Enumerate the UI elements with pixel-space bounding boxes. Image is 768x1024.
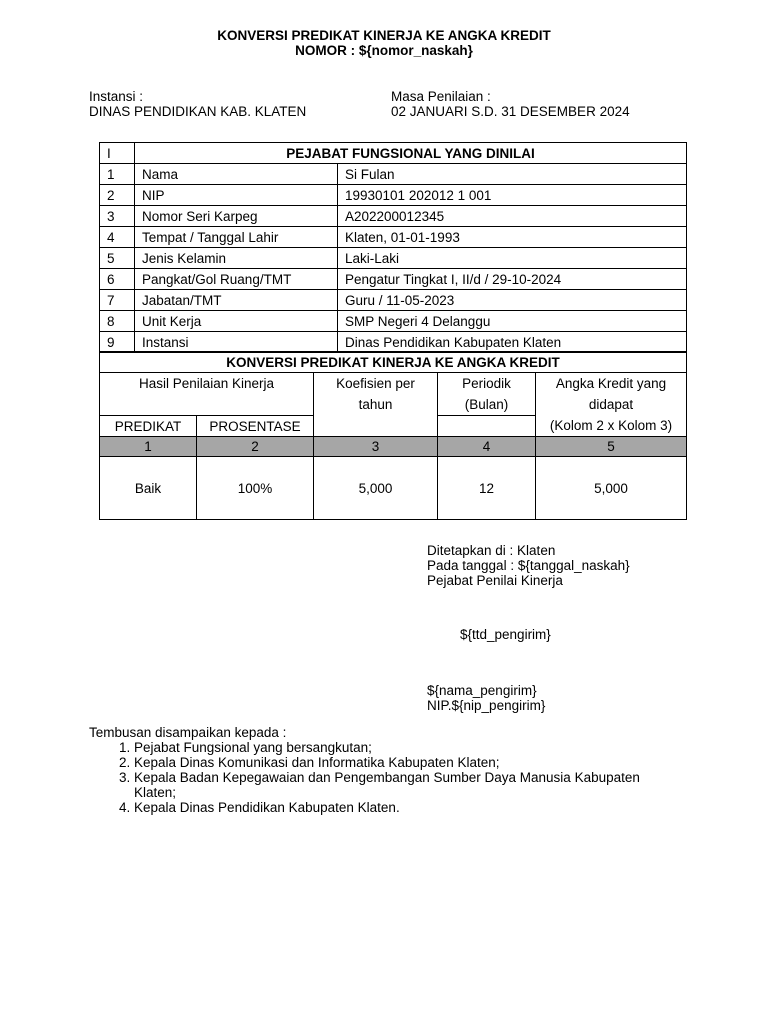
row-number: 6: [100, 269, 135, 290]
column-number: 3: [314, 437, 438, 457]
periodik-value: 12: [438, 457, 536, 520]
section-number: I: [100, 143, 135, 164]
list-item: 3. Kepala Badan Kepegawaian dan Pengembangan Sumber Daya Manusia Kabupaten Klaten;: [134, 770, 664, 800]
konversi-column-header-row: [100, 373, 687, 416]
jabatan-penilai-line: Pejabat Penilai Kinerja: [427, 573, 563, 588]
row-value: Klaten, 01-01-1993: [338, 227, 687, 248]
prosentase-value: 100%: [197, 457, 314, 520]
row-number: 4: [100, 227, 135, 248]
row-number: 8: [100, 311, 135, 332]
row-number: 2: [100, 185, 135, 206]
sub-predikat-header: PREDIKAT: [100, 416, 197, 437]
row-value: SMP Negeri 4 Delanggu: [338, 311, 687, 332]
masa-penilaian-block: [391, 89, 630, 119]
row-value: Pengatur Tingkat I, II/d / 29-10-2024: [338, 269, 687, 290]
col-periodik-line-1: Periodik: [462, 376, 511, 391]
row-number: 9: [100, 332, 135, 353]
row-value: Dinas Pendidikan Kabupaten Klaten: [338, 332, 687, 353]
row-label: Pangkat/Gol Ruang/TMT: [135, 269, 338, 290]
column-number: 5: [536, 437, 687, 457]
instansi-block: [89, 89, 306, 119]
row-value: Si Fulan: [338, 164, 687, 185]
pejabat-header-row: [100, 143, 687, 164]
row-number: 3: [100, 206, 135, 227]
konversi-table: [99, 351, 687, 520]
instansi-value: DINAS PENDIDIKAN KAB. KLATEN: [89, 104, 307, 119]
row-label: Jenis Kelamin: [135, 248, 338, 269]
row-number: 1: [100, 164, 135, 185]
row-value: A202200012345: [338, 206, 687, 227]
predikat-value: Baik: [100, 457, 197, 520]
table-row: [100, 269, 687, 290]
table-row: [100, 290, 687, 311]
masa-penilaian-label: Masa Penilaian :: [391, 89, 491, 104]
col-periodik-header: [438, 373, 536, 416]
row-label: Unit Kerja: [135, 311, 338, 332]
table-row: [100, 227, 687, 248]
table-row: [100, 185, 687, 206]
periodik-spacer-cell: [438, 416, 536, 437]
list-item: 4. Kepala Dinas Pendidikan Kabupaten Klaten.: [134, 800, 664, 815]
col-periodik-line-2: (Bulan): [464, 397, 509, 412]
row-number: 7: [100, 290, 135, 311]
pejabat-table: [99, 142, 687, 353]
col-koefisien-line-1: Koefisien per: [336, 376, 415, 391]
document-number: NOMOR : ${nomor_naskah}: [295, 43, 473, 58]
table-row: [100, 311, 687, 332]
list-item: 1. Pejabat Fungsional yang bersangkutan;: [134, 740, 664, 755]
row-label: Instansi: [135, 332, 338, 353]
signature-placeholder: ${ttd_pengirim}: [460, 627, 551, 642]
row-label: Nama: [135, 164, 338, 185]
col-angka-kredit-line-3: (Kolom 2 x Kolom 3): [549, 418, 673, 433]
col-koefisien-header: [314, 373, 438, 437]
tembusan-block: [89, 725, 664, 815]
angka-kredit-value: 5,000: [536, 457, 687, 520]
column-number: 1: [100, 437, 197, 457]
table-row: [100, 164, 687, 185]
tembusan-list: [89, 740, 664, 815]
column-number: 4: [438, 437, 536, 457]
tembusan-label: Tembusan disampaikan kepada :: [89, 725, 287, 740]
instansi-label: Instansi :: [89, 89, 144, 104]
konversi-title-row: [100, 352, 687, 373]
col-angka-kredit-line-1: Angka Kredit yang: [555, 376, 667, 391]
koefisien-value: 5,000: [314, 457, 438, 520]
section-title: PEJABAT FUNGSIONAL YANG DINILAI: [135, 143, 687, 164]
list-item: 2. Kepala Dinas Komunikasi dan Informatika Kabupaten Klaten;: [134, 755, 664, 770]
signer-name: ${nama_pengirim}: [427, 683, 537, 698]
tanggal-line: Pada tanggal : ${tanggal_naskah}: [427, 558, 630, 573]
signer-nip: NIP.${nip_pengirim}: [427, 698, 546, 713]
document-title: KONVERSI PREDIKAT KINERJA KE ANGKA KREDIT: [217, 28, 551, 43]
row-label: Jabatan/TMT: [135, 290, 338, 311]
row-label: Tempat / Tanggal Lahir: [135, 227, 338, 248]
row-value: Laki-Laki: [338, 248, 687, 269]
konversi-value-row: [100, 457, 687, 520]
col-hasil-label: Hasil Penilaian Kinerja: [138, 376, 275, 391]
col-angka-kredit-line-2: didapat: [588, 397, 634, 412]
column-number: 2: [197, 437, 314, 457]
table-row: [100, 248, 687, 269]
signature-block: [427, 543, 630, 588]
col-angka-kredit-header: [536, 373, 687, 437]
masa-penilaian-value: 02 JANUARI S.D. 31 DESEMBER 2024: [391, 104, 630, 119]
column-number-row: [100, 437, 687, 457]
row-value: Guru / 11-05-2023: [338, 290, 687, 311]
konversi-title: KONVERSI PREDIKAT KINERJA KE ANGKA KREDIT: [100, 352, 687, 373]
row-label: NIP: [135, 185, 338, 206]
ditetapkan-line: Ditetapkan di : Klaten: [427, 543, 556, 558]
col-hasil-header: [100, 373, 314, 416]
sub-prosentase-header: PROSENTASE: [197, 416, 314, 437]
col-koefisien-line-2: tahun: [358, 397, 393, 412]
row-label: Nomor Seri Karpeg: [135, 206, 338, 227]
table-row: [100, 332, 687, 353]
row-number: 5: [100, 248, 135, 269]
table-row: [100, 206, 687, 227]
row-value: 19930101 202012 1 001: [338, 185, 687, 206]
signer-block: [427, 683, 545, 713]
